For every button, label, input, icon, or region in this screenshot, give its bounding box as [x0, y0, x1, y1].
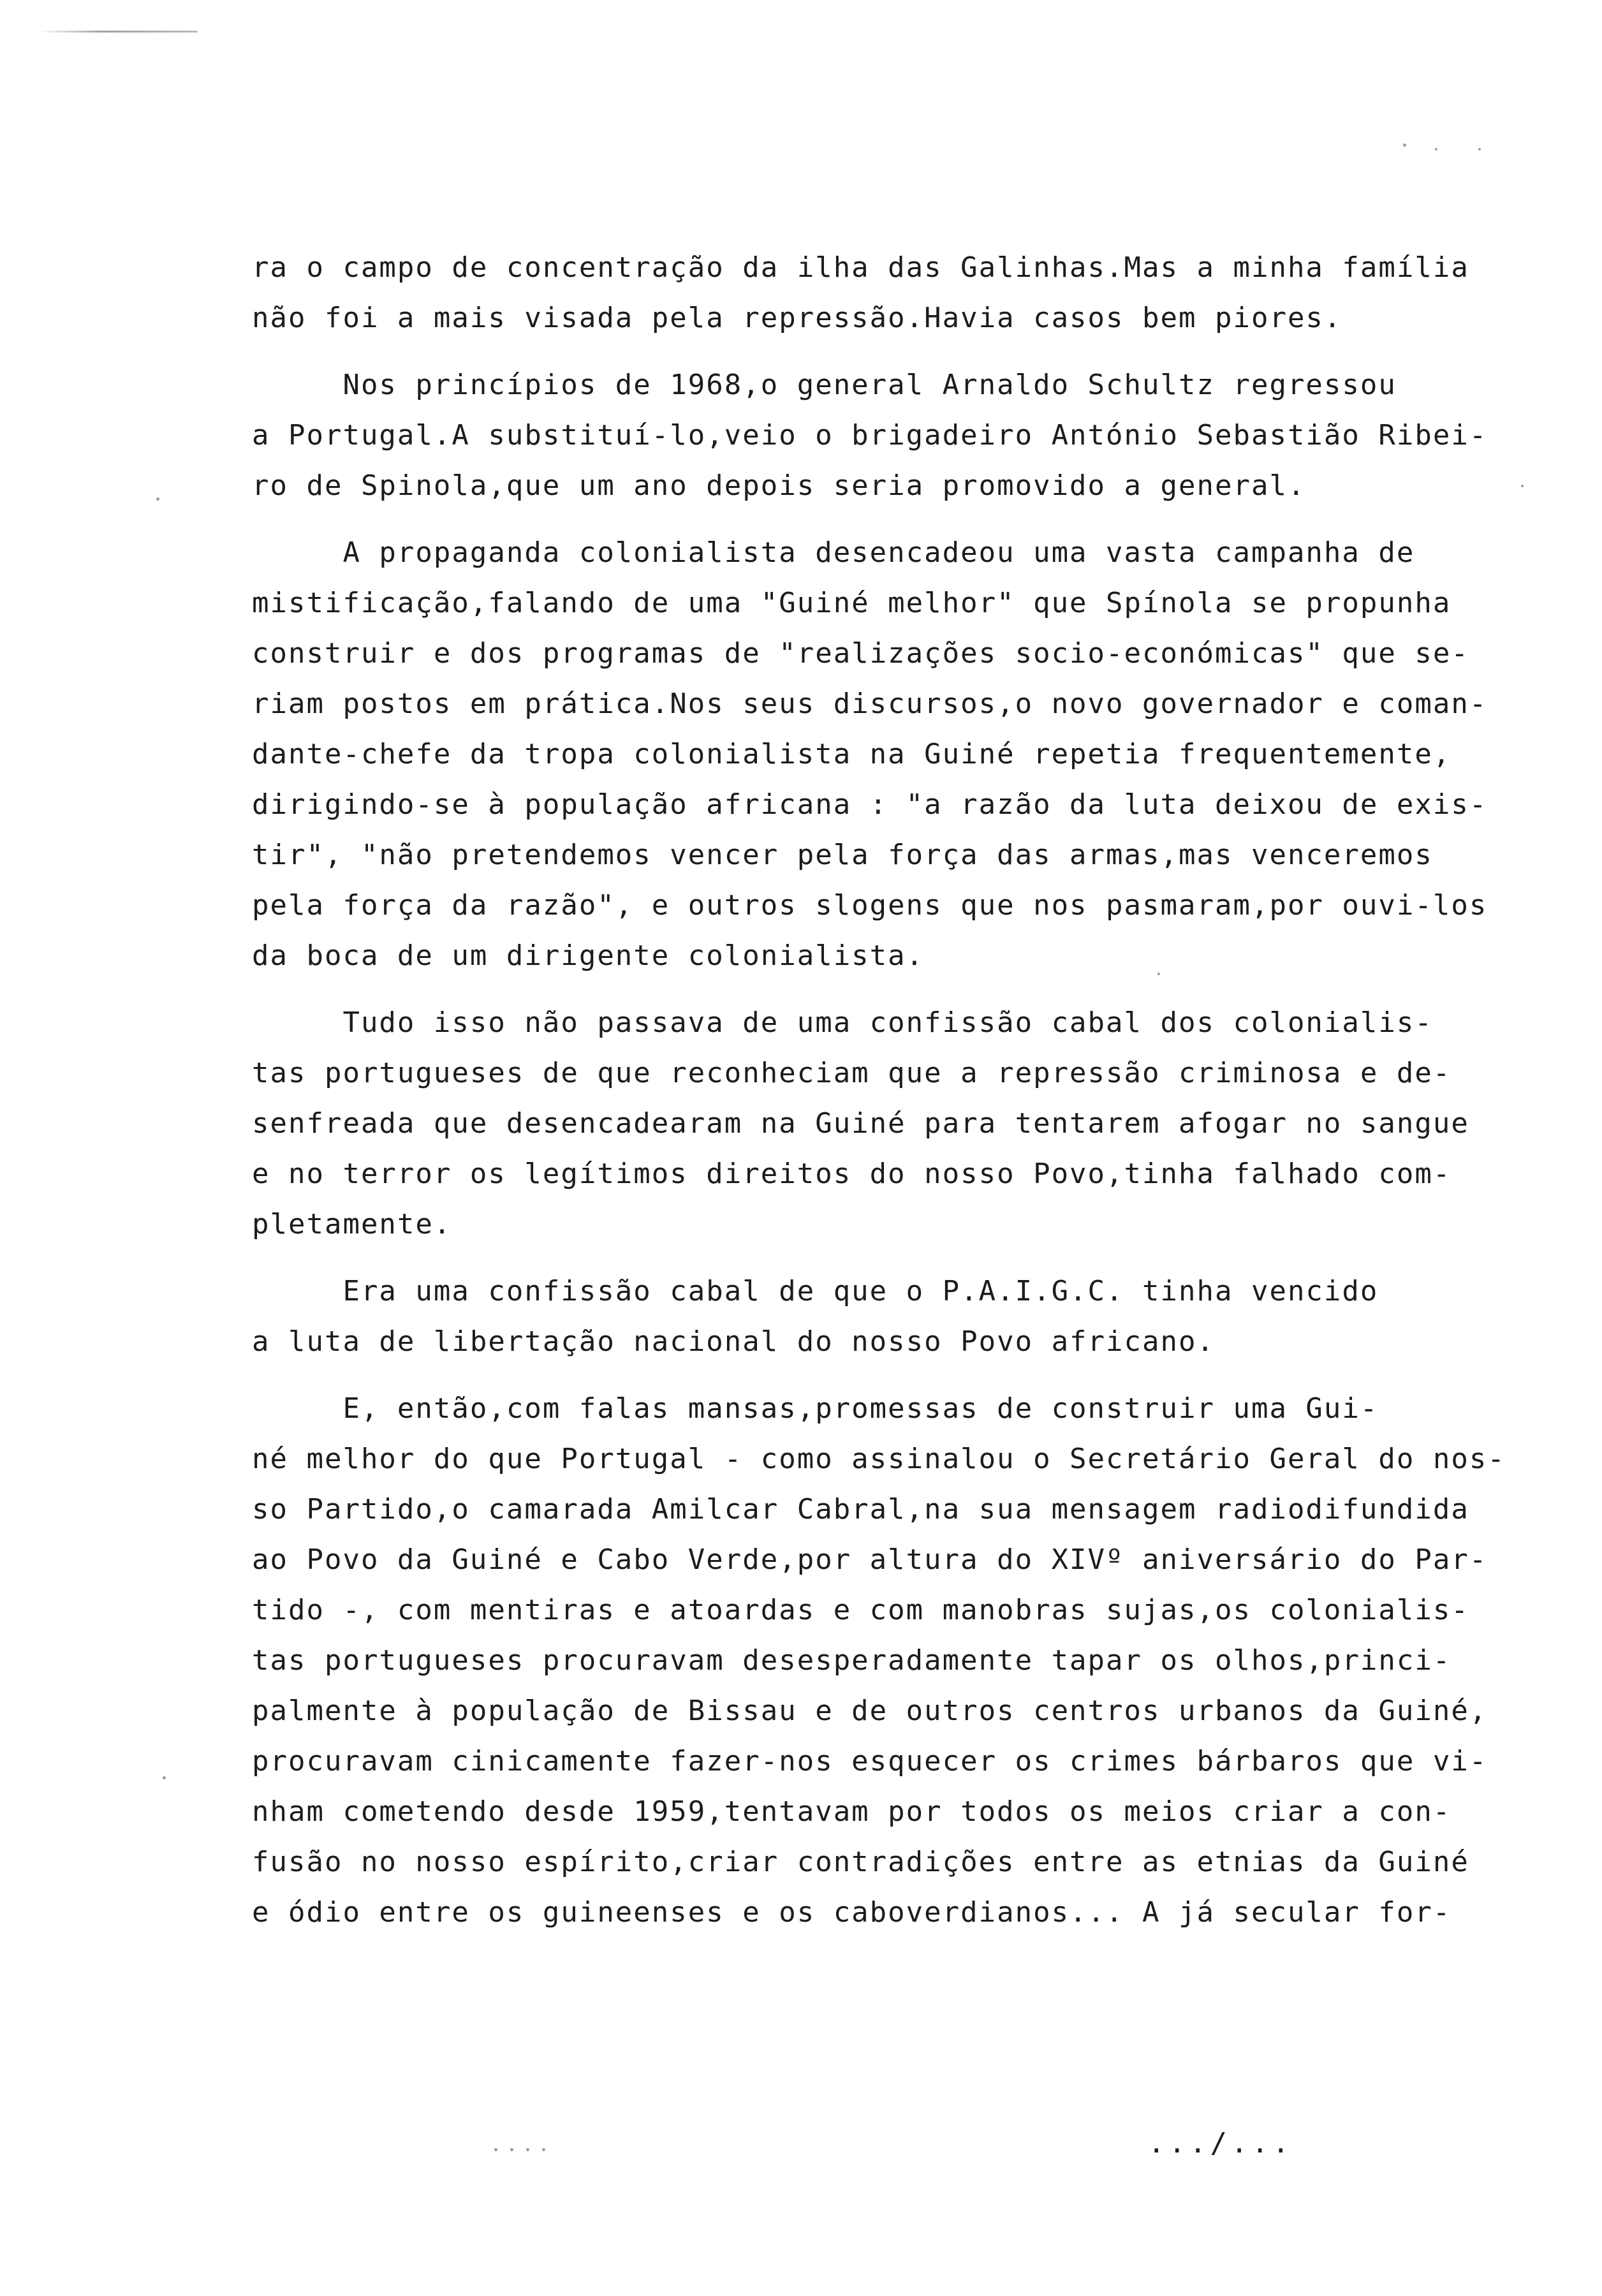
text-line: dirigindo-se à população africana : "a razão da luta deixou de exis-	[252, 788, 1488, 821]
paragraph	[252, 997, 1547, 1249]
text-line: né melhor do que Portugal - como assinalou o Secretário Geral do nos-	[252, 1443, 1506, 1475]
scan-artifact-line	[38, 31, 198, 33]
scan-speck	[1478, 148, 1481, 151]
text-line: Era uma confissão cabal de que o P.A.I.G.C. tinha vencido	[252, 1275, 1379, 1307]
text-line: mistificação,falando de uma "Guiné melhor" que Spínola se propunha	[252, 587, 1451, 619]
paragraph-gap	[252, 981, 1547, 997]
text-line: construir e dos programas de "realizações socio-económicas" que se-	[252, 637, 1469, 670]
text-line: ao Povo da Guiné e Cabo Verde,por altura do XIVº aniversário do Par-	[252, 1543, 1488, 1576]
paragraph-gap	[252, 343, 1547, 360]
text-line: pletamente.	[252, 1208, 452, 1240]
continuation-mark: .../...	[1148, 2127, 1293, 2160]
text-line: tas portugueses de que reconheciam que a repressão criminosa e de-	[252, 1057, 1451, 1089]
scan-speck	[510, 2148, 513, 2151]
text-line: ra o campo de concentração da ilha das Galinhas.Mas a minha família	[252, 251, 1469, 284]
paragraph	[252, 1383, 1547, 1938]
document-body	[252, 242, 1547, 1938]
paragraph	[252, 360, 1547, 511]
paragraph-gap	[252, 1249, 1547, 1266]
text-line: tir", "não pretendemos vencer pela força das armas,mas venceremos	[252, 839, 1433, 871]
text-line: dante-chefe da tropa colonialista na Guiné repetia frequentemente,	[252, 738, 1451, 770]
text-line: Tudo isso não passava de uma confissão cabal dos colonialis-	[252, 1006, 1433, 1039]
text-line: ro de Spinola,que um ano depois seria promovido a general.	[252, 469, 1306, 502]
paragraph-gap	[252, 511, 1547, 527]
scan-speck	[1521, 485, 1524, 487]
text-line: e no terror os legítimos direitos do nosso Povo,tinha falhado com-	[252, 1158, 1451, 1190]
text-line: riam postos em prática.Nos seus discursos,o novo governador e coman-	[252, 688, 1488, 720]
text-line: so Partido,o camarada Amilcar Cabral,na sua mensagem radiodifundida	[252, 1493, 1469, 1526]
text-line: pela força da razão", e outros slogens que nos pasmaram,por ouvi-los	[252, 889, 1488, 922]
paragraph	[252, 527, 1547, 981]
scan-speck	[1403, 144, 1406, 147]
paragraph	[252, 1266, 1547, 1367]
text-line: A propaganda colonialista desencadeou uma vasta campanha de	[252, 536, 1415, 569]
text-line: senfreada que desencadearam na Guiné para tentarem afogar no sangue	[252, 1107, 1469, 1140]
text-line: tido -, com mentiras e atoardas e com manobras sujas,os colonialis-	[252, 1594, 1469, 1626]
text-line: palmente à população de Bissau e de outros centros urbanos da Guiné,	[252, 1695, 1488, 1727]
text-line: E, então,com falas mansas,promessas de construir uma Gui-	[252, 1392, 1379, 1425]
scan-speck	[526, 2148, 529, 2151]
text-line: nham cometendo desde 1959,tentavam por todos os meios criar a con-	[252, 1795, 1451, 1828]
scan-speck	[1435, 148, 1437, 151]
text-line: fusão no nosso espírito,criar contradições entre as etnias da Guiné	[252, 1846, 1469, 1878]
text-line: e ódio entre os guineenses e os caboverdianos... A já secular for-	[252, 1896, 1451, 1929]
scan-speck	[163, 1776, 166, 1779]
paragraph-gap	[252, 1367, 1547, 1383]
text-line: a luta de libertação nacional do nosso Povo africano.	[252, 1325, 1215, 1358]
scan-speck	[1157, 973, 1160, 975]
text-line: tas portugueses procuravam desesperadamente tapar os olhos,princi-	[252, 1644, 1451, 1677]
text-line: procuravam cinicamente fazer-nos esquecer os crimes bárbaros que vi-	[252, 1745, 1488, 1777]
scan-speck	[156, 497, 159, 501]
paragraph	[252, 242, 1547, 343]
text-line: da boca de um dirigente colonialista.	[252, 939, 925, 972]
scan-speck	[494, 2148, 497, 2151]
text-line: a Portugal.A substituí-lo,veio o brigadeiro António Sebastião Ribei-	[252, 419, 1488, 452]
scan-speck	[542, 2148, 545, 2151]
text-line: Nos princípios de 1968,o general Arnaldo Schultz regressou	[252, 369, 1397, 401]
text-line: não foi a mais visada pela repressão.Havia casos bem piores.	[252, 302, 1342, 334]
